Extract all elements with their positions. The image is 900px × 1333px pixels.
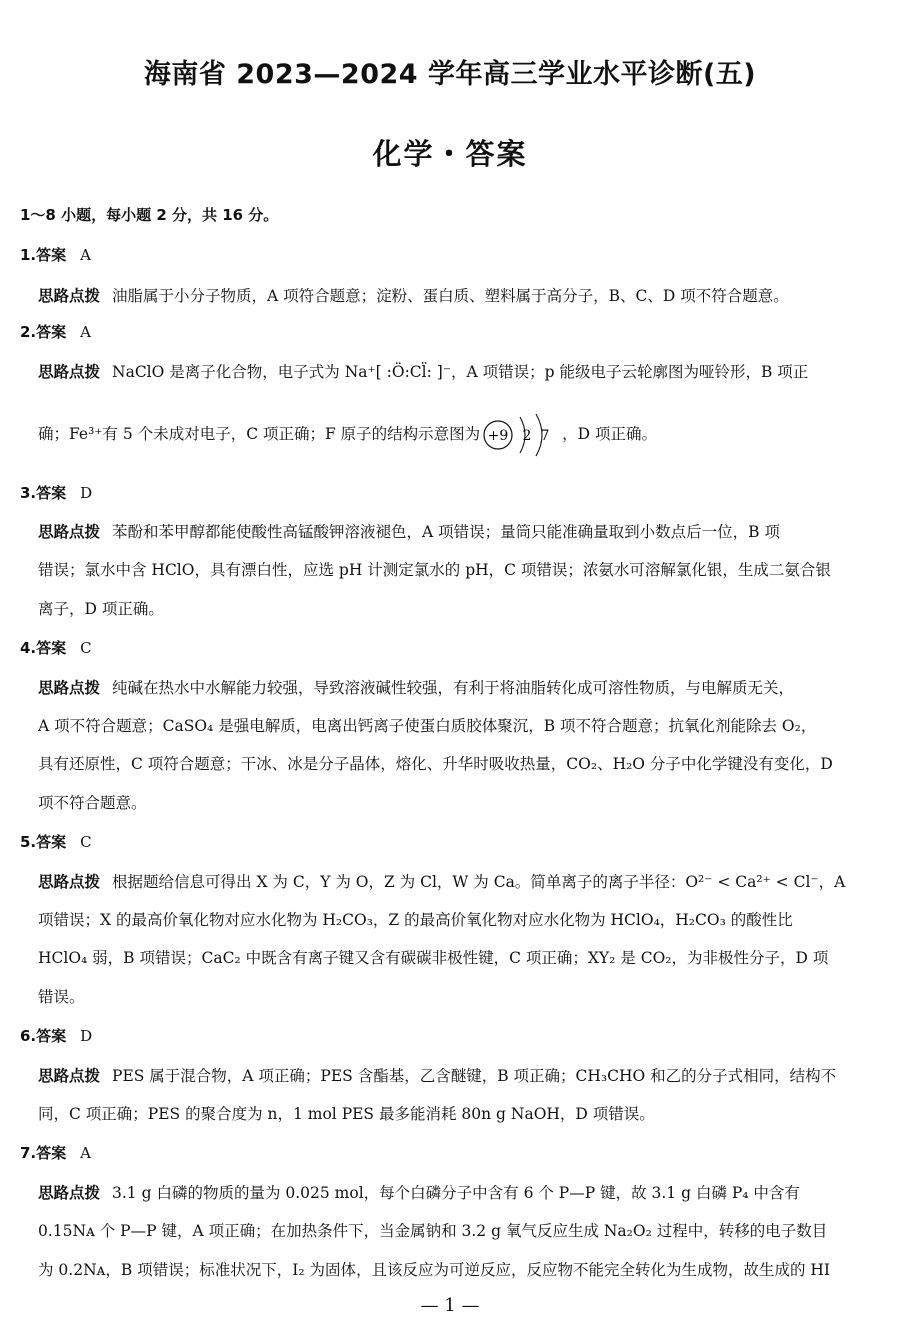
hint-label: 思路点拨 [38, 1184, 101, 1202]
question-1-answer [20, 244, 91, 265]
question-6-hint-line: 同，C 项正确；PES 的聚合度为 n，1 mol PES 最多能消耗 80n g NaOH，D 项错误。 [38, 1105, 655, 1123]
hint-text: 纯碱在热水中水解能力较强，导致溶液碱性较强，有利于将油脂转化成可溶性物质，与电解质无关， [112, 679, 795, 697]
hint-label: 思路点拨 [38, 287, 101, 305]
question-2-hint [38, 360, 880, 382]
answer-label: 答案 [36, 1144, 67, 1162]
question-6-answer [20, 1025, 92, 1046]
question-2-hint-line2 [38, 413, 880, 457]
question-7-answer [20, 1142, 91, 1163]
hint-text: 苯酚和苯甲醇都能使酸性高锰酸钾溶液褪色，A 项错误；量筒只能准确量取到小数点后一位，B 项 [112, 523, 780, 541]
page-subtitle: 化学・答案 [372, 137, 528, 171]
question-3-hint [38, 520, 880, 542]
fluorine-atom-diagram [482, 413, 560, 457]
answer-label: 答案 [36, 484, 67, 502]
question-5-hint-line: 错误。 [38, 988, 85, 1006]
question-number: 4. [20, 639, 37, 657]
question-4-answer [20, 637, 92, 658]
question-number: 3. [20, 484, 37, 502]
answer-value: D [80, 484, 93, 502]
hint-text: 3.1 g 白磷的物质的量为 0.025 mol，每个白磷分子中含有 6 个 P—P 键，故 3.1 g 白磷 P₄ 中含有 [112, 1184, 800, 1202]
hint-text: PES 属于混合物，A 项正确；PES 含酯基，乙含醚键，B 项正确；CH₃CHO 和乙的分子式相同，结构不 [112, 1067, 837, 1085]
question-3-answer [20, 482, 92, 503]
question-1-hint [38, 284, 880, 306]
hint-label: 思路点拨 [38, 363, 101, 381]
question-7-hint-line: 0.15Nᴀ 个 P—P 键，A 项正确；在加热条件下，当金属钠和 3.2 g 氧气反应生成 Na₂O₂ 过程中，转移的电子数目 [38, 1222, 828, 1240]
answer-label: 答案 [36, 833, 67, 851]
question-5-answer [20, 831, 92, 852]
hint-text: NaClO 是离子化合物，电子式为 Na⁺[ :Ö:Cl̈: ]⁻，A 项错误；p 能级电子云轮廓图为哑铃形，B 项正 [112, 363, 809, 381]
question-4-hint-line: A 项不符合题意；CaSO₄ 是强电解质，电离出钙离子使蛋白质胶体聚沉，B 项不符合题意；抗氧化剂能除去 O₂， [38, 717, 817, 735]
atom-nucleus-label: +9 [487, 428, 509, 444]
answer-value: C [80, 639, 92, 657]
answer-value: C [80, 833, 92, 851]
question-4-hint-line: 具有还原性，C 项符合题意；干冰、冰是分子晶体，熔化、升华时吸收热量，CO₂、H₂O 分子中化学键没有变化，D [38, 755, 833, 773]
answer-label: 答案 [36, 1027, 67, 1045]
answer-value: A [80, 1144, 91, 1162]
question-2-answer [20, 321, 91, 342]
hint-label: 思路点拨 [38, 873, 101, 891]
question-3-hint-line: 离子，D 项正确。 [38, 600, 164, 618]
answer-label: 答案 [36, 323, 67, 341]
answer-value: D [80, 1027, 93, 1045]
hint-label: 思路点拨 [38, 679, 101, 697]
answer-value: A [80, 323, 91, 341]
question-5-hint-line: HClO₄ 弱，B 项错误；CaC₂ 中既含有离子键又含有碳碳非极性键，C 项正确；XY₂ 是 CO₂，为非极性分子，D 项 [38, 949, 829, 967]
section-intro: 1～8 小题，每小题 2 分，共 16 分。 [20, 206, 279, 224]
hint-label: 思路点拨 [38, 523, 101, 541]
page-number: — 1 — [420, 1295, 480, 1316]
atom-shell2-label: 7 [540, 428, 550, 444]
hint-text: 根据题给信息可得出 X 为 C，Y 为 O，Z 为 Cl，W 为 Ca。简单离子的离子半径：O²⁻ < Ca²⁺ < Cl⁻，A [112, 873, 846, 891]
hint-text: 确；Fe³⁺有 5 个未成对电子，C 项正确；F 原子的结构示意图为 [38, 425, 481, 443]
question-3-hint-line: 错误；氯水中含 HClO，具有漂白性，应选 pH 计测定氯水的 pH，C 项错误；浓氨水可溶解氯化银，生成二氨合银 [38, 561, 831, 579]
question-number: 7. [20, 1144, 37, 1162]
question-number: 2. [20, 323, 37, 341]
question-7-hint [38, 1181, 880, 1203]
question-5-hint-line: 项错误；X 的最高价氧化物对应水化物为 H₂CO₃，Z 的最高价氧化物对应水化物为 HClO₄，H₂CO₃ 的酸性比 [38, 911, 793, 929]
answer-value: A [80, 246, 91, 264]
hint-text: ，D 项正确。 [562, 425, 658, 443]
atom-shell1-label: 2 [522, 428, 532, 444]
answer-label: 答案 [36, 639, 67, 657]
question-4-hint [38, 676, 880, 698]
hint-label: 思路点拨 [38, 1067, 101, 1085]
question-5-hint [38, 870, 880, 892]
question-7-hint-line: 为 0.2Nᴀ，B 项错误；标准状况下，I₂ 为固体，且该反应为可逆反应，反应物不能完全转化为生成物，故生成的 HI [38, 1261, 831, 1279]
question-4-hint-line: 项不符合题意。 [38, 794, 147, 812]
question-number: 1. [20, 246, 37, 264]
question-number: 6. [20, 1027, 37, 1045]
answer-label: 答案 [36, 246, 67, 264]
hint-text: 油脂属于小分子物质，A 项符合题意；淀粉、蛋白质、塑料属于高分子，B、C、D 项不符合题意。 [112, 287, 789, 305]
page-title: 海南省 2023—2024 学年高三学业水平诊断(五) [143, 59, 757, 90]
question-6-hint [38, 1064, 880, 1086]
question-number: 5. [20, 833, 37, 851]
